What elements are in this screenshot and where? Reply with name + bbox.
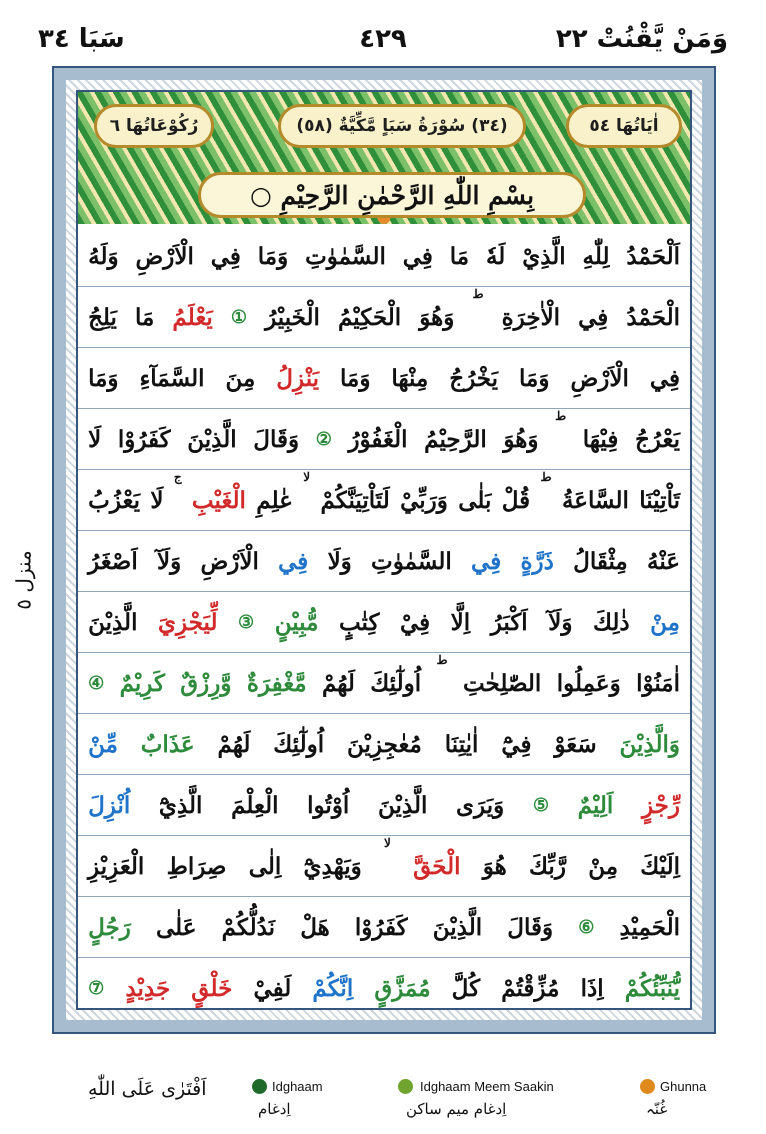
legend-color-dot: [252, 1079, 267, 1094]
word: ③: [238, 611, 255, 633]
word: لَفِيْ: [253, 974, 292, 1002]
word: الْاَرْضِ: [200, 547, 259, 575]
word: ذَرَّةٍ: [520, 547, 554, 575]
bismillah: بِسْمِ اللّٰهِ الرَّحْمٰنِ الرَّحِيْمِ ○: [198, 172, 586, 218]
word: مِنْهَا: [391, 364, 429, 392]
word: اُنْزِلَ: [88, 791, 131, 819]
word: مُعٰجِزِيْنَ: [347, 730, 422, 758]
word: الْحَمْدُ: [626, 303, 680, 331]
ayat-count-box: اٰيَاتُهَا ٥٤: [566, 104, 682, 148]
word: تَاْتِيْنَا: [639, 486, 680, 514]
word: ج: [173, 470, 182, 484]
word: اُوْتُوا: [307, 791, 350, 819]
word: فِي: [278, 547, 309, 575]
word: لا: [303, 470, 311, 484]
juz-label: وَمَنْ يَّقْنُتْ ٢٢: [555, 24, 728, 54]
word: فِي: [471, 547, 502, 575]
word: لِلّٰهِ: [582, 242, 610, 270]
word: اُولٰٓئِكَ: [370, 669, 422, 697]
legend-label-en: Idghaam: [272, 1079, 323, 1094]
word: ط: [436, 653, 448, 667]
word: عَلٰى: [155, 913, 197, 941]
word: فِيْٓ: [501, 730, 532, 758]
word: السَّمٰوٰتِ: [305, 242, 386, 270]
word: لَهُمْ: [321, 669, 355, 697]
word: اٰمَنُوْا: [636, 669, 680, 697]
word: مَا: [449, 242, 470, 270]
text-area: [76, 90, 692, 1010]
word: الْغَفُوْرُ: [348, 425, 408, 453]
word: بَلٰى: [458, 486, 492, 514]
word: اَصْغَرُ: [88, 547, 138, 575]
word: رِّجْزٍ: [641, 791, 680, 819]
surah-header-ornament: [78, 92, 690, 224]
word: كَفَرُوْا: [117, 425, 171, 453]
word: لا: [383, 836, 391, 850]
word: الْحَقَّ: [413, 852, 461, 880]
word: مِنْ: [650, 608, 680, 636]
word: السَّمٰوٰتِ: [371, 547, 452, 575]
word: سَعَوْ: [554, 730, 597, 758]
word: اِلٰى: [248, 852, 282, 880]
word: جَدِيْدٍ: [125, 974, 171, 1002]
word: ①: [230, 306, 248, 328]
verse-line: [78, 714, 690, 775]
verse-line: [78, 897, 690, 958]
verse-line: [78, 531, 690, 592]
verse-line: [78, 409, 690, 470]
word: الْاَرْضِ: [570, 364, 629, 392]
word: رَجُلٍ: [88, 913, 131, 941]
legend-label-en: Ghunna: [660, 1079, 707, 1094]
word: السَّاعَةُ: [561, 486, 629, 514]
surah-title-box: (٣٤) سُوْرَةُ سَبَاٍ مَّكِّيَّةٌ (٥٨): [278, 104, 526, 148]
word: الَّذِيْ: [522, 242, 566, 270]
verse-line: [78, 226, 690, 287]
word: فِيْ: [399, 608, 431, 636]
word: الْخَبِيْرُ: [265, 303, 320, 331]
word: لَهٗ: [485, 242, 506, 270]
word: اَكْبَرُ: [490, 608, 528, 636]
legend-label-ur: اِدغام میم ساکن: [406, 1100, 507, 1118]
word: الَّذِيْنَ: [377, 791, 428, 819]
word: الْاٰخِرَةِ: [501, 303, 561, 331]
word: نَدُلُّكُمْ: [221, 913, 276, 941]
word: الْعَزِيْزِ: [88, 852, 145, 880]
surah-label: سَبَا ٣٤: [38, 24, 125, 54]
verse-line: [78, 348, 690, 409]
word: فِي: [210, 242, 241, 270]
word: يَعْرُجُ: [634, 425, 680, 453]
word: يَنْزِلُ: [276, 364, 320, 392]
word: وَقَالَ: [253, 425, 300, 453]
legend-color-dot: [398, 1079, 413, 1094]
word: يَخْرُجُ: [449, 364, 499, 392]
word: مُمَزَّقٍ: [374, 974, 431, 1002]
word: ②: [315, 428, 332, 450]
word: وَلَهُ: [88, 242, 119, 270]
word: اِلَيْكَ: [640, 852, 680, 880]
word: ⑥: [578, 916, 595, 938]
word: كِتٰبٍ: [338, 608, 380, 636]
page-header: [38, 24, 728, 64]
word: ط: [555, 409, 567, 423]
word: ⑤: [532, 794, 550, 816]
word: كُلَّ: [451, 974, 481, 1002]
word: وَلَآ: [156, 547, 182, 575]
verse-line: [78, 775, 690, 836]
word: عَذَابٌ: [140, 730, 195, 758]
word: لِّيَجْزِيَ: [158, 608, 218, 636]
word: رَّبِّكَ: [529, 852, 566, 880]
word: وَرَبِّيْ: [400, 486, 448, 514]
word: اِذَا: [580, 974, 604, 1002]
word: اُولٰٓئِكَ: [273, 730, 325, 758]
word: وَلَآ: [548, 608, 573, 636]
word: اَلْحَمْدُ: [626, 242, 680, 270]
word: وَمَا: [88, 364, 119, 392]
word: الْغَيْبِ: [191, 486, 246, 514]
page-number: ٤٢٩: [359, 24, 407, 54]
word: وَعَمِلُوا: [556, 669, 621, 697]
word: وَهُوَ: [419, 303, 455, 331]
page-frame: [52, 66, 716, 1034]
legend-color-dot: [640, 1079, 655, 1094]
word: مِنَ: [225, 364, 256, 392]
word: السَّمَآءِ: [139, 364, 205, 392]
word: كَفَرُوْا: [354, 913, 408, 941]
word: فِيْهَا: [582, 425, 619, 453]
word: الَّذِيْنَ: [432, 913, 483, 941]
word: وَّرِزْقٌ: [180, 669, 232, 697]
word: وَيَهْدِيْٓ: [303, 852, 362, 880]
word: اِنَّكُمْ: [312, 974, 354, 1002]
word: هَلْ: [300, 913, 330, 941]
legend-label-ur: اِدغام: [258, 1100, 291, 1118]
manzil-side-note: منزل ٥: [12, 550, 37, 610]
word: مِثْقَالُ: [573, 547, 628, 575]
verse-line: [78, 958, 690, 1010]
word: الْعِلْمَ: [231, 791, 279, 819]
word: لَهُمْ: [217, 730, 251, 758]
word: ط: [540, 470, 552, 484]
verse-lines: [78, 226, 690, 1010]
word: يَعْزُبُ: [88, 486, 141, 514]
word: مُّبِيْنٍ: [274, 608, 319, 636]
word: مَّغْفِرَةٌ: [246, 669, 307, 697]
verse-line: [78, 592, 690, 653]
word: ط: [472, 287, 484, 301]
word: قُلْ: [501, 486, 531, 514]
word: وَمَا: [519, 364, 550, 392]
word: الصّٰلِحٰتِ: [462, 669, 542, 697]
word: وَيَرَى: [456, 791, 505, 819]
word: لَا: [88, 425, 102, 453]
word: الرَّحِيْمُ: [424, 425, 487, 453]
word: يَعْلَمُ: [172, 303, 213, 331]
word: صِرَاطِ: [166, 852, 227, 880]
word: مَا: [135, 303, 155, 331]
word: مِنْ: [588, 852, 619, 880]
word: الَّذِيْنَ: [88, 608, 138, 636]
word: عٰلِمِ: [256, 486, 293, 514]
word: اٰيٰتِنَا: [444, 730, 479, 758]
word: لَا: [150, 486, 164, 514]
word: ⑦: [88, 977, 105, 999]
legend-label-en: Idghaam Meem Saakin: [420, 1079, 554, 1094]
legend-label-ur: غُنّہ: [646, 1100, 668, 1118]
verse-line: [78, 653, 690, 714]
word: يَلِجُ: [88, 303, 117, 331]
word: الْاَرْضِ: [135, 242, 194, 270]
word: مُزِّقْتُمْ: [501, 974, 560, 1002]
word: هُوَ: [482, 852, 507, 880]
word: فِي: [402, 242, 433, 270]
word: الْحَكِيْمُ: [337, 303, 402, 331]
word: وَلَا: [327, 547, 352, 575]
word: اِلَّا: [450, 608, 471, 636]
word: يُّنَبِّئُكُمْ: [624, 974, 680, 1002]
word: لَتَاْتِيَنَّكُمْ: [320, 486, 390, 514]
verse-line: [78, 470, 690, 531]
verse-line: [78, 836, 690, 897]
word: الَّذِيْٓ: [158, 791, 203, 819]
verse-line: [78, 287, 690, 348]
word: ذٰلِكَ: [593, 608, 630, 636]
word: الَّذِيْنَ: [187, 425, 237, 453]
ruku-count-box: رُكُوْعَاتُهَا ٦: [94, 104, 214, 148]
word: فِي: [578, 303, 609, 331]
word: ④: [88, 672, 105, 694]
word: كَرِيْمٌ: [119, 669, 165, 697]
word: مِّنْ: [88, 730, 118, 758]
word: وَالَّذِيْنَ: [619, 730, 680, 758]
word: وَقَالَ: [507, 913, 554, 941]
word: اَلِيْمٌ: [577, 791, 614, 819]
footer-catchword: اَفْتَرٰى عَلَى اللّٰهِ: [88, 1078, 207, 1100]
word: وَمَا: [257, 242, 289, 270]
word: وَمَا: [340, 364, 371, 392]
word: عَنْهُ: [647, 547, 680, 575]
word: وَهُوَ: [503, 425, 539, 453]
word: خَلْقٍ: [191, 974, 233, 1002]
word: فِي: [649, 364, 680, 392]
word: الْحَمِيْدِ: [619, 913, 680, 941]
